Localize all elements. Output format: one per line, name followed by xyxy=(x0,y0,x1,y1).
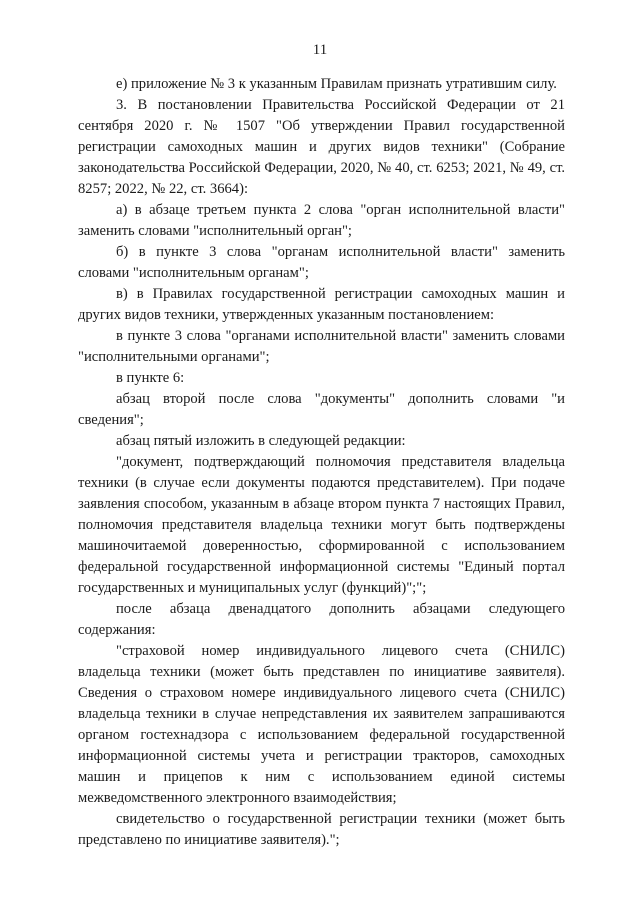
paragraph-certificate: свидетельство о государственной регистрации техники (может быть представлено по инициативе заявителя)."; xyxy=(78,811,565,848)
paragraph-b-organam: б) в пункте 3 слова "органам исполнительной власти" заменить словами "исполнительным органам"; xyxy=(78,244,565,281)
paragraph-point-3: в пункте 3 слова "органами исполнительной власти" заменить словами "исполнительными органами"; xyxy=(78,328,565,365)
paragraph-second-abzac: абзац второй после слова "документы" дополнить словами "и сведения"; xyxy=(78,391,565,428)
paragraph-e-annex-3: е) приложение № 3 к указанным Правилам признать утратившим силу. xyxy=(116,76,557,92)
paragraph-fifth-abzac: абзац пятый изложить в следующей редакции: xyxy=(116,433,406,449)
paragraph-3-resolution-1507: 3. В постановлении Правительства Российской Федерации от 21 сентября 2020 г. № 1507 "Об утверждении Правил государственной регистрации самоходных машин и других видов техники" (Собрание законодательства Российской Федерации, 2020, № 40, ст. 6253; 2021, № 49, ст. 8257; 2022, № 22, ст. 3664): xyxy=(78,97,565,197)
paragraph-v-rules: в) в Правилах государственной регистрации самоходных машин и других видов техники, утвержденных указанным постановлением: xyxy=(78,286,565,323)
document-body xyxy=(78,74,565,851)
paragraph-point-6: в пункте 6: xyxy=(116,370,185,386)
page-number: 11 xyxy=(312,42,328,58)
paragraph-document-quote: "документ, подтверждающий полномочия представителя владельца техники (в случае если документы подаются представителем). При подаче заявления способом, указанным в абзаце втором пункта 7 настоящих Правил, полномочия представителя владельца техники могут быть подтверждены машиночитаемой доверенностью, сформированной с использованием федеральной государственной информационной системы "Единый портал государственных и муниципальных услуг (функций)";"; xyxy=(78,454,565,596)
paragraph-after-twelfth: после абзаца двенадцатого дополнить абзацами следующего содержания: xyxy=(78,601,565,638)
paragraph-a-organ: а) в абзаце третьем пункта 2 слова "орган исполнительной власти" заменить словами "исполнительный орган"; xyxy=(78,202,565,239)
paragraph-snils-quote: "страховой номер индивидуального лицевого счета (СНИЛС) владельца техники (может быть представлен по инициативе заявителя). Сведения о страховом номере индивидуального лицевого счета (СНИЛС) владельца техники в случае непредставления их заявителем запрашиваются органом гостехнадзора с использованием федеральной государственной информационной системы учета и регистрации тракторов, самоходных машин и прицепов к ним с использованием единой системы межведомственного электронного взаимодействия; xyxy=(78,643,565,806)
